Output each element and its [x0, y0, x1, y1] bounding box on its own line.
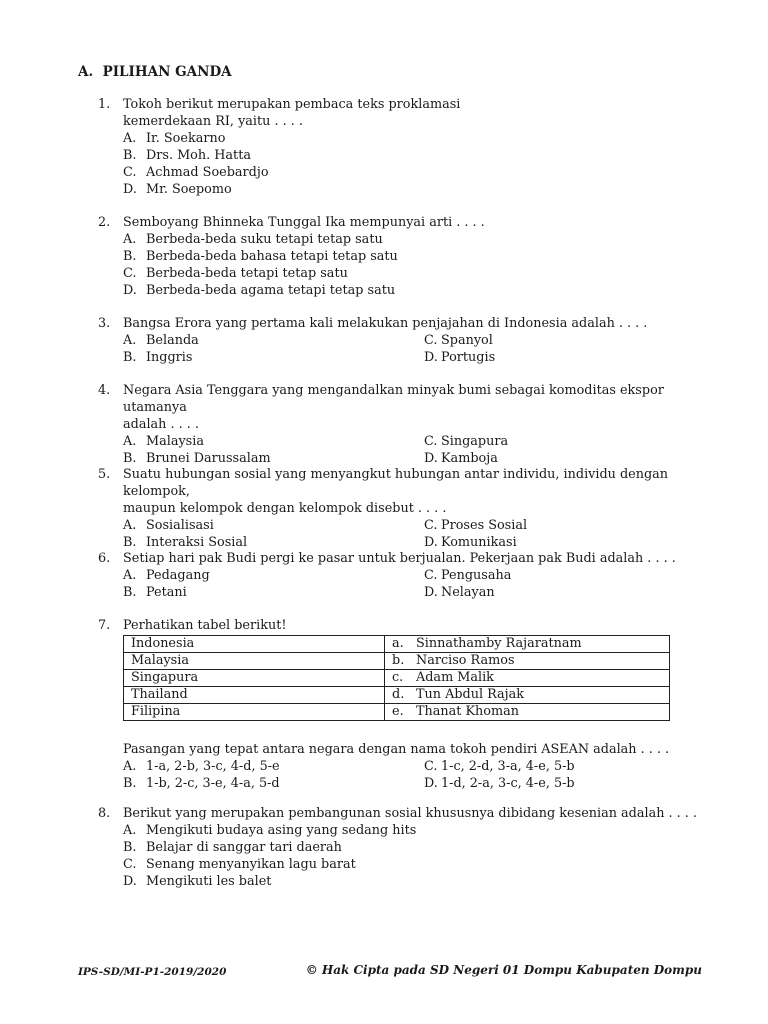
option-text: Malaysia [146, 434, 204, 449]
option-text: Inggris [146, 350, 193, 365]
option-text: Nelayan [441, 585, 495, 600]
option-text: Sosialisasi [146, 518, 214, 533]
option-letter: C. [424, 434, 438, 449]
option-text: Mr. Soepomo [146, 182, 232, 197]
question-number: 7. [98, 618, 111, 633]
section-label: A. [78, 64, 94, 80]
option-a [123, 433, 424, 450]
footer-copyright: © Hak Cipta pada SD Negeri 01 Dompu Kabupaten Dompu [305, 963, 702, 977]
option-text: Belajar di sanggar tari daerah [146, 840, 342, 855]
footer-doc-code: IPS-SD/MI-P1-2019/2020 [78, 966, 227, 978]
option-grid [123, 433, 718, 467]
stem-line: Setiap hari pak Budi pergi ke pasar untuk berjualan. Pekerjaan pak Budi adalah . . . . [123, 551, 676, 566]
option-letter: D. [123, 874, 137, 889]
option-letter: D. [424, 451, 438, 466]
country-cell: Malaysia [124, 653, 385, 670]
question-stem [123, 315, 718, 332]
option-grid [123, 758, 718, 792]
stem-line: Negara Asia Tenggara yang mengandalkan minyak bumi sebagai komoditas ekspor utamanya [123, 383, 664, 415]
option-a [123, 517, 424, 534]
question-number: 5. [98, 467, 111, 482]
option-letter: B. [123, 840, 137, 855]
option-b [123, 775, 424, 792]
option-letter: C. [123, 266, 137, 281]
option-c [424, 332, 704, 349]
question-1 [98, 96, 718, 198]
option-letter: A. [123, 333, 137, 348]
question-2 [98, 214, 718, 299]
option-text: Berbeda-beda bahasa tetapi tetap satu [146, 249, 398, 264]
question-number: 1. [98, 97, 111, 112]
option-letter: C. [123, 857, 137, 872]
option-letter: D. [123, 283, 137, 298]
founder-letter: e. [392, 704, 404, 719]
stem-line: Tokoh berikut merupakan pembaca teks proklamasi [123, 97, 461, 112]
option-text: Komunikasi [441, 535, 517, 550]
option-text: Brunei Darussalam [146, 451, 271, 466]
option-text: Achmad Soebardjo [146, 165, 269, 180]
option-letter: B. [123, 776, 137, 791]
question-stem [123, 214, 718, 231]
founder-name: Tun Abdul Rajak [416, 687, 525, 702]
option-letter: B. [123, 585, 137, 600]
table-row [124, 653, 670, 670]
option-d [424, 775, 704, 792]
option-b [123, 147, 718, 164]
option-b [123, 584, 424, 601]
option-b [123, 248, 718, 265]
founder-cell [385, 636, 670, 653]
stem-line: Suatu hubungan sosial yang menyangkut hubungan antar individu, individu dengan kelompok, [123, 467, 669, 499]
option-d [424, 450, 704, 467]
question-stem-2: Pasangan yang tepat antara negara dengan nama tokoh pendiri ASEAN adalah . . . . [123, 742, 670, 757]
founder-letter: a. [392, 636, 404, 651]
option-letter: D. [123, 182, 137, 197]
founder-letter: b. [392, 653, 405, 668]
option-letter: A. [123, 568, 137, 583]
question-5 [98, 466, 718, 551]
option-b [123, 839, 718, 856]
option-letter: A. [123, 434, 137, 449]
founder-name: Thanat Khoman [416, 704, 519, 719]
option-text: Mengikuti les balet [146, 874, 272, 889]
option-d [123, 181, 718, 198]
stem-line: Bangsa Erora yang pertama kali melakukan penjajahan di Indonesia adalah . . . . [123, 316, 648, 331]
question-4 [98, 382, 718, 467]
option-d [123, 873, 718, 890]
stem-line: kemerdekaan RI, yaitu . . . . [123, 114, 303, 129]
option-text: Drs. Moh. Hatta [146, 148, 251, 163]
option-text: 1-d, 2-a, 3-c, 4-e, 5-b [441, 776, 575, 791]
option-letter: C. [424, 759, 438, 774]
country-cell: Indonesia [124, 636, 385, 653]
stem-line: maupun kelompok dengan kelompok disebut . . . . [123, 501, 447, 516]
question-stem [123, 96, 718, 130]
founder-letter: d. [392, 687, 405, 702]
option-letter: A. [123, 232, 137, 247]
option-c [123, 265, 718, 282]
option-text: Pedagang [146, 568, 210, 583]
option-text: Pengusaha [441, 568, 512, 583]
option-letter: C. [424, 518, 438, 533]
option-text: Kamboja [441, 451, 498, 466]
option-text: Petani [146, 585, 187, 600]
option-text: 1-c, 2-d, 3-a, 4-e, 5-b [441, 759, 575, 774]
table-row [124, 704, 670, 721]
question-stem [123, 466, 718, 517]
option-a [123, 567, 424, 584]
question-6 [98, 550, 718, 601]
option-b [123, 450, 424, 467]
option-d [424, 584, 704, 601]
option-c [424, 758, 704, 775]
option-a [123, 231, 718, 248]
founder-cell [385, 670, 670, 687]
question-stem [123, 382, 718, 433]
question-stem [123, 617, 718, 634]
option-text: Portugis [441, 350, 496, 365]
option-b [123, 534, 424, 551]
option-text: Mengikuti budaya asing yang sedang hits [146, 823, 417, 838]
option-d [424, 349, 704, 366]
option-c [424, 433, 704, 450]
question-number: 4. [98, 383, 111, 398]
option-letter: A. [123, 131, 137, 146]
option-letter: A. [123, 823, 137, 838]
asean-founders-table [123, 635, 670, 721]
option-c [424, 517, 704, 534]
option-text: Ir. Soekarno [146, 131, 226, 146]
option-text: Berbeda-beda suku tetapi tetap satu [146, 232, 383, 247]
option-text: Belanda [146, 333, 199, 348]
option-text: Singapura [441, 434, 509, 449]
option-letter: A. [123, 759, 137, 774]
table-row [124, 687, 670, 704]
option-letter: D. [424, 350, 438, 365]
option-text: Proses Sosial [441, 518, 528, 533]
stem-line: Perhatikan tabel berikut! [123, 618, 287, 633]
question-3 [98, 315, 718, 366]
option-text: Spanyol [441, 333, 493, 348]
option-letter: C. [424, 333, 438, 348]
question-number: 6. [98, 551, 111, 566]
section-title: PILIHAN GANDA [102, 64, 232, 80]
question-number: 2. [98, 215, 111, 230]
stem-line: Berikut yang merupakan pembangunan sosial khususnya dibidang kesenian adalah . . . . [123, 806, 698, 821]
country-cell: Singapura [124, 670, 385, 687]
option-a [123, 822, 718, 839]
option-d [424, 534, 704, 551]
founder-name: Sinnathamby Rajaratnam [416, 636, 582, 651]
option-text: Senang menyanyikan lagu barat [146, 857, 356, 872]
option-c [123, 164, 718, 181]
question-stem [123, 550, 718, 567]
founder-name: Adam Malik [416, 670, 494, 685]
option-text: Berbeda-beda tetapi tetap satu [146, 266, 348, 281]
table-row [124, 670, 670, 687]
founder-cell [385, 704, 670, 721]
question-7 [98, 617, 718, 792]
country-cell: Filipina [124, 704, 385, 721]
option-letter: C. [424, 568, 438, 583]
option-letter: C. [123, 165, 137, 180]
option-a [123, 130, 718, 147]
option-list [123, 231, 718, 299]
founder-letter: c. [392, 670, 404, 685]
option-list [123, 130, 718, 198]
option-letter: B. [123, 148, 137, 163]
section-heading [78, 64, 232, 80]
founder-name: Narciso Ramos [416, 653, 515, 668]
option-letter: D. [424, 535, 438, 550]
option-text: Berbeda-beda agama tetapi tetap satu [146, 283, 396, 298]
option-letter: B. [123, 249, 137, 264]
option-c [123, 856, 718, 873]
option-b [123, 349, 424, 366]
stem-line: adalah . . . . [123, 417, 199, 432]
founder-cell [385, 687, 670, 704]
question-8 [98, 805, 718, 890]
option-letter: B. [123, 451, 137, 466]
option-letter: D. [424, 585, 438, 600]
country-cell: Thailand [124, 687, 385, 704]
option-text: 1-b, 2-c, 3-e, 4-a, 5-d [146, 776, 280, 791]
stem-line: Semboyang Bhinneka Tunggal Ika mempunyai arti . . . . [123, 215, 485, 230]
question-number: 8. [98, 806, 111, 821]
option-letter: D. [424, 776, 438, 791]
question-number: 3. [98, 316, 111, 331]
option-c [424, 567, 704, 584]
option-letter: B. [123, 535, 137, 550]
table-row [124, 636, 670, 653]
option-text: Interaksi Sosial [146, 535, 248, 550]
option-a [123, 758, 424, 775]
option-letter: A. [123, 518, 137, 533]
option-text: 1-a, 2-b, 3-c, 4-d, 5-e [146, 759, 280, 774]
option-a [123, 332, 424, 349]
option-letter: B. [123, 350, 137, 365]
founder-cell [385, 653, 670, 670]
option-grid [123, 517, 718, 551]
question-stem [123, 805, 718, 822]
option-d [123, 282, 718, 299]
option-list [123, 822, 718, 890]
option-grid [123, 332, 718, 366]
option-grid [123, 567, 718, 601]
